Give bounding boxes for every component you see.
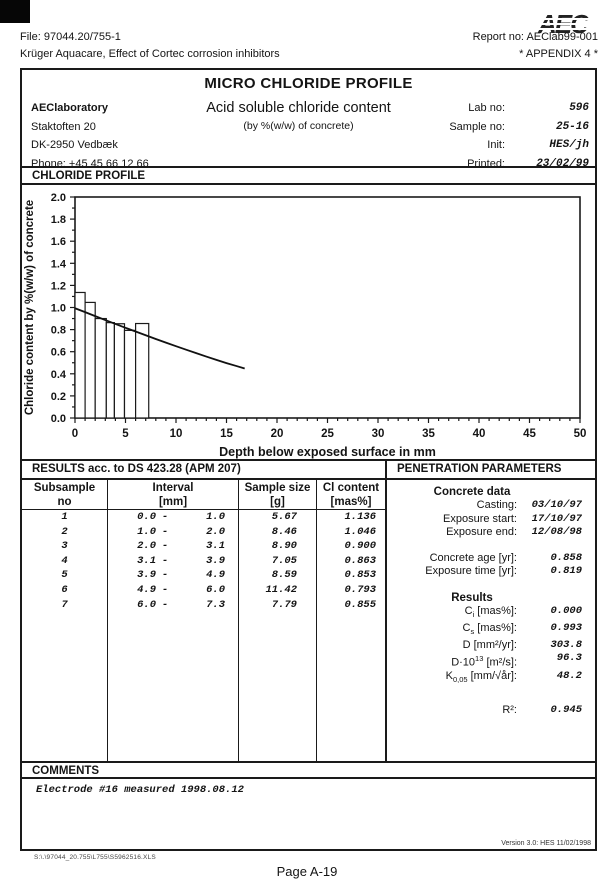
results-section-header: RESULTS acc. to DS 423.28 (APM 207) [22, 461, 385, 480]
meta-row [407, 118, 589, 137]
chloride-bar [114, 324, 124, 418]
scan-artifact [0, 0, 30, 23]
table-cell: 7 [22, 598, 108, 613]
x-tick-label: 35 [422, 428, 435, 440]
header-row-1 [20, 31, 598, 43]
chloride-bar [106, 323, 114, 418]
penetration-section-header: PENETRATION PARAMETERS [387, 461, 595, 480]
chloride-bar [95, 319, 106, 418]
table-cell: 0.0 - 1.0 [108, 510, 239, 525]
table-cell: 0.863 [344, 554, 376, 567]
table-cell: 2 [22, 525, 108, 540]
appendix-label: * APPENDIX 4 * [519, 48, 598, 60]
results-pane [22, 461, 387, 761]
param-row: Exposure start: 17/10/97 [443, 512, 582, 525]
chloride-bar [136, 324, 149, 418]
table-cell: 4.9 - 6.0 [108, 583, 239, 598]
lab-phone: Phone: +45 45 66 12 66 [31, 157, 149, 170]
meta-row [407, 136, 589, 155]
page-number: Page A-19 [276, 864, 338, 879]
y-tick-label: 1.4 [50, 258, 66, 271]
y-tick-label: 1.8 [50, 214, 66, 227]
x-tick-label: 45 [523, 428, 536, 440]
param-row: $C_i$ [mas%]: 0.000 [464, 604, 582, 620]
col-header-interval: Interval [mm] [108, 480, 239, 510]
chloride-bar [85, 302, 95, 418]
col-header-cl-content: Cl content [mas%] [317, 480, 385, 510]
x-tick-label: 30 [371, 428, 385, 440]
table-cell: 4 [22, 554, 108, 569]
comment-text: Electrode #16 measured 1998.08.12 [36, 784, 244, 796]
table-filler [108, 612, 239, 761]
param-row: D [mm²/yr]: 303.8 [462, 638, 582, 651]
spacer [387, 687, 595, 704]
table-cell: 1.046 [344, 525, 376, 538]
comments-section-header: COMMENTS [22, 761, 595, 779]
x-tick-label: 5 [122, 428, 129, 440]
logo-stripe [538, 18, 600, 20]
penetration-body [387, 480, 595, 761]
param-row: Concrete age [yr]: 0.858 [429, 551, 582, 564]
file-path: S:\.\97044_20.755\L755\S5962516.XLS [34, 854, 156, 861]
table-cell: 0.855 [344, 598, 376, 611]
lab-street: Staktoften 20 [31, 120, 96, 133]
document-title: MICRO CHLORIDE PROFILE [204, 75, 413, 92]
lab-name: AEClaboratory [31, 102, 109, 114]
table-cell: 3.1 - 3.9 [108, 554, 239, 569]
results-penetration-row [22, 459, 595, 761]
table-filler [239, 612, 317, 761]
x-axis-title: Depth below exposed surface in mm [219, 445, 436, 459]
table-cell: 11.42 [239, 583, 317, 598]
table-cell: 5 [22, 568, 108, 583]
project-title: Krüger Aquacare, Effect of Cortec corrosion inhibitors [20, 48, 280, 60]
report-number: Report no: AEClab99-001 [472, 31, 598, 43]
table-cell: 7.79 [239, 598, 317, 613]
title-block [22, 70, 595, 170]
chloride-profile-section-header: CHLORIDE PROFILE [22, 166, 595, 185]
param-row: Casting: 03/10/97 [476, 499, 582, 511]
results-subtitle: Results [451, 591, 493, 604]
table-cell: 0.793 [344, 583, 376, 596]
param-row: $C_s$ [mas%]: 0.993 [462, 621, 582, 636]
y-tick-label: 0.4 [50, 368, 66, 381]
penetration-pane [387, 461, 595, 761]
lab-no-label: Lab no: [468, 102, 505, 114]
table-cell: 0.900 [344, 540, 376, 553]
param-row: Exposure end: 12/08/98 [446, 526, 582, 539]
table-cell: 8.59 [239, 568, 317, 583]
printed-label: Printed: [467, 157, 505, 170]
logo-stripe [538, 23, 600, 25]
analysis-unit-note: (by %(w/w) of concrete) [243, 120, 354, 132]
y-tick-label: 1.2 [50, 280, 66, 293]
analysis-subtitle-block [190, 99, 407, 173]
chloride-bar [124, 330, 135, 418]
sample-no-label: Sample no: [449, 120, 505, 133]
x-tick-label: 50 [573, 428, 587, 440]
x-tick-label: 0 [71, 428, 79, 440]
param-row: $D\cdot 10^{13}$ [m²/s]: 96.3 [451, 652, 582, 669]
table-cell: 3.9 - 4.9 [108, 568, 239, 583]
x-tick-label: 25 [321, 428, 334, 440]
lab-no-value: 596 [569, 102, 589, 114]
col-header-subsample: Subsample no [22, 480, 108, 510]
logo-stripe [538, 28, 600, 30]
x-tick-label: 20 [270, 428, 284, 440]
table-cell: 6 [22, 583, 108, 598]
param-row: Exposure time [yr]: 0.819 [425, 565, 582, 578]
table-cell: 6.0 - 7.3 [108, 598, 239, 613]
chloride-profile-chart-section [22, 185, 595, 459]
report-frame [20, 68, 597, 851]
lab-city: DK-2950 Vedbæk [31, 139, 118, 151]
init-value: HES/jh [549, 139, 589, 151]
chloride-profile-chart [22, 185, 595, 459]
file-number: File: 97044.20/755-1 [20, 31, 121, 43]
init-label: Init: [487, 139, 505, 151]
meta-row [407, 99, 589, 118]
sample-no-value: 25-16 [555, 120, 589, 133]
table-cell: 1 [22, 510, 108, 525]
table-filler [22, 612, 108, 761]
version-note: Version 3.0: HES 11/02/1998 [501, 840, 591, 847]
table-cell: 1.136 [344, 511, 376, 523]
spacer [387, 540, 595, 552]
lab-address [22, 99, 190, 173]
y-tick-label: 1.0 [50, 302, 66, 315]
y-tick-label: 0.0 [50, 413, 66, 425]
sample-meta [407, 99, 595, 173]
table-cell: 8.90 [239, 539, 317, 554]
concrete-data-title: Concrete data [433, 486, 511, 498]
table-cell: 8.46 [239, 525, 317, 540]
table-cell: 7.05 [239, 554, 317, 569]
y-tick-label: 2.0 [50, 192, 66, 204]
y-tick-label: 0.8 [50, 324, 66, 337]
x-tick-label: 10 [169, 428, 183, 440]
spacer [387, 579, 595, 591]
param-row: $K_{0,05}$ [mm/√år]: 48.2 [445, 670, 582, 685]
y-tick-label: 1.6 [50, 236, 66, 249]
col-header-sample-size: Sample size [g] [239, 480, 317, 510]
table-cell: 1.0 - 2.0 [108, 525, 239, 540]
analysis-subtitle: Acid soluble chloride content [206, 100, 391, 116]
results-table [22, 480, 385, 761]
x-tick-label: 15 [220, 428, 233, 440]
lab-info-row [22, 99, 595, 173]
table-cell: 2.0 - 3.1 [108, 539, 239, 554]
y-axis-title: Chloride content by %(w/w) of concrete [24, 199, 36, 416]
r-squared-row: R²: 0.945 [502, 704, 582, 717]
table-cell: 3 [22, 539, 108, 554]
table-cell: 0.853 [344, 569, 376, 582]
table-filler [317, 612, 385, 761]
printed-value: 23/02/99 [536, 157, 589, 170]
header-row-2 [20, 48, 598, 60]
y-tick-label: 0.2 [50, 390, 66, 403]
plot-border [75, 197, 580, 418]
y-tick-label: 0.6 [50, 346, 66, 359]
table-cell: 5.67 [239, 510, 317, 525]
x-tick-label: 40 [472, 428, 486, 440]
comments-area [22, 779, 595, 849]
